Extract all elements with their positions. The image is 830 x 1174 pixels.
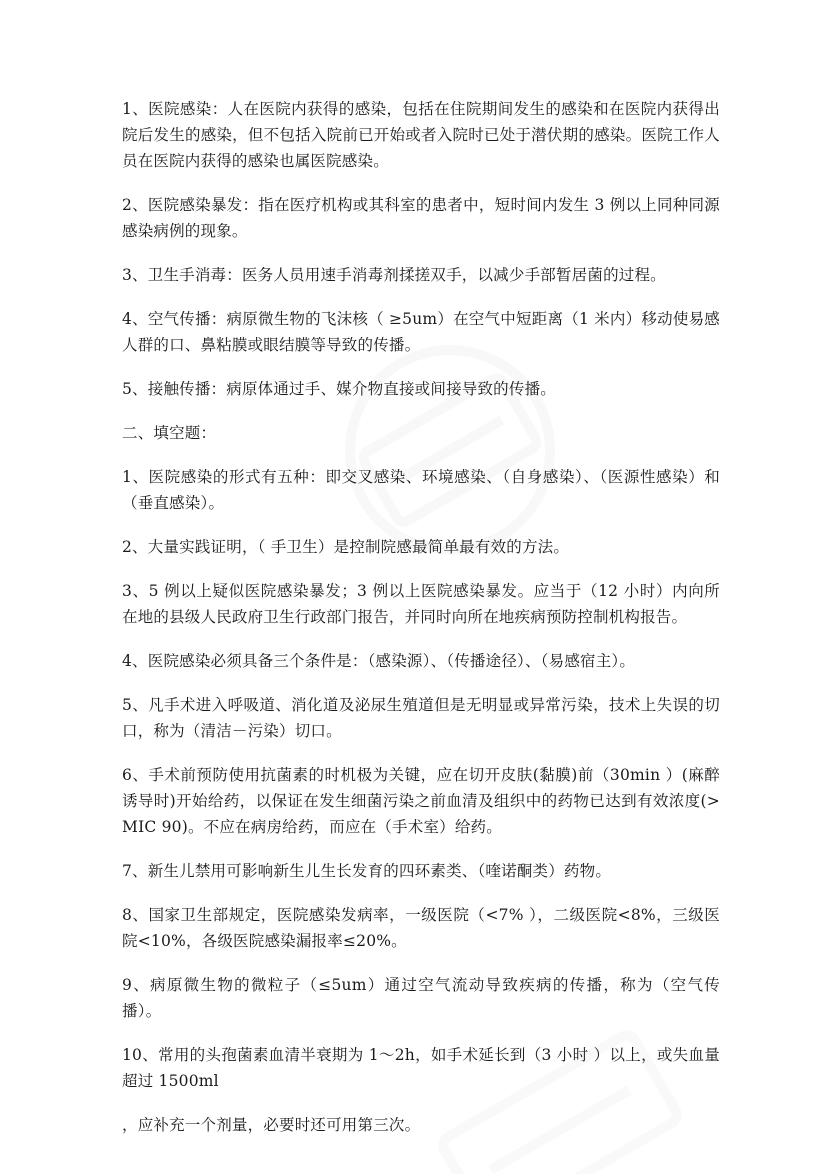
document-body: [122, 96, 720, 1156]
fill-item-4: 4、医院感染必须具备三个条件是：（感染源）、（传播途径）、（易感宿主）。: [122, 652, 636, 670]
fill-item-10: 10、常用的头孢菌素血清半衰期为 1～2h，如手术延长到（3 小时 ）以上，或失血量超过 1500ml: [122, 1046, 720, 1090]
definition-outbreak: 2、医院感染暴发：指在医疗机构或其科室的患者中，短时间内发生 3 例以上同种同源感染病例的现象。: [122, 196, 720, 240]
fill-item-5: 5、凡手术进入呼吸道、消化道及泌尿生殖道但是无明显或异常污染，技术上失误的切口，称为（清洁－污染）切口。: [122, 696, 720, 740]
fill-item-1: 1、医院感染的形式有五种：即交叉感染、环境感染、（自身感染）、（医源性感染）和（垂直感染）。: [122, 468, 720, 512]
fill-item-9: 9、病原微生物的微粒子（≤5um）通过空气流动导致疾病的传播，称为（空气传播）。: [122, 976, 720, 1020]
definition-hand-disinfection: 3、卫生手消毒：医务人员用速手消毒剂揉搓双手，以减少手部暂居菌的过程。: [122, 266, 666, 284]
fill-item-3: 3、5 例以上疑似医院感染暴发；3 例以上医院感染暴发。应当于（12 小时）内向所在地的县级人民政府卫生行政部门报告，并同时向所在地疾病预防控制机构报告。: [122, 582, 720, 626]
section-heading-fill-in: 二、填空题：: [122, 424, 217, 442]
fill-item-6: 6、手术前预防使用抗菌素的时机极为关键，应在切开皮肤(黏膜)前（30min ）(麻醉诱导时)开始给药，以保证在发生细菌污染之前血清及组织中的药物已达到有效浓度(>MIC 90)。不应在病房给药，而应在（手术室）给药。: [122, 766, 720, 836]
definition-contact: 5、接触传播：病原体通过手、媒介物直接或间接导致的传播。: [122, 380, 556, 398]
fill-item-10-continued: ，应补充一个剂量，必要时还可用第三次。: [122, 1116, 421, 1134]
definition-hospital-infection: 1、医院感染：人在医院内获得的感染，包括在住院期间发生的感染和在医院内获得出院后发生的感染，但不包括入院前已开始或者入院时已处于潜伏期的感染。医院工作人员在医院内获得的感染也属医院感染。: [122, 100, 720, 170]
fill-item-2: 2、大量实践证明，（ 手卫生）是控制院感最简单最有效的方法。: [122, 538, 570, 556]
fill-item-8: 8、国家卫生部规定，医院感染发病率，一级医院（<7% ），二级医院<8%，三级医院<10%，各级医院感染漏报率≤20%。: [122, 906, 720, 950]
fill-item-7: 7、新生儿禁用可影响新生儿生长发育的四环素类、（喹诺酮类）药物。: [122, 862, 612, 880]
definition-airborne: 4、空气传播：病原微生物的飞沫核（ ≥5um）在空气中短距离（1 米内）移动使易感人群的口、鼻粘膜或眼结膜等导致的传播。: [122, 310, 720, 354]
